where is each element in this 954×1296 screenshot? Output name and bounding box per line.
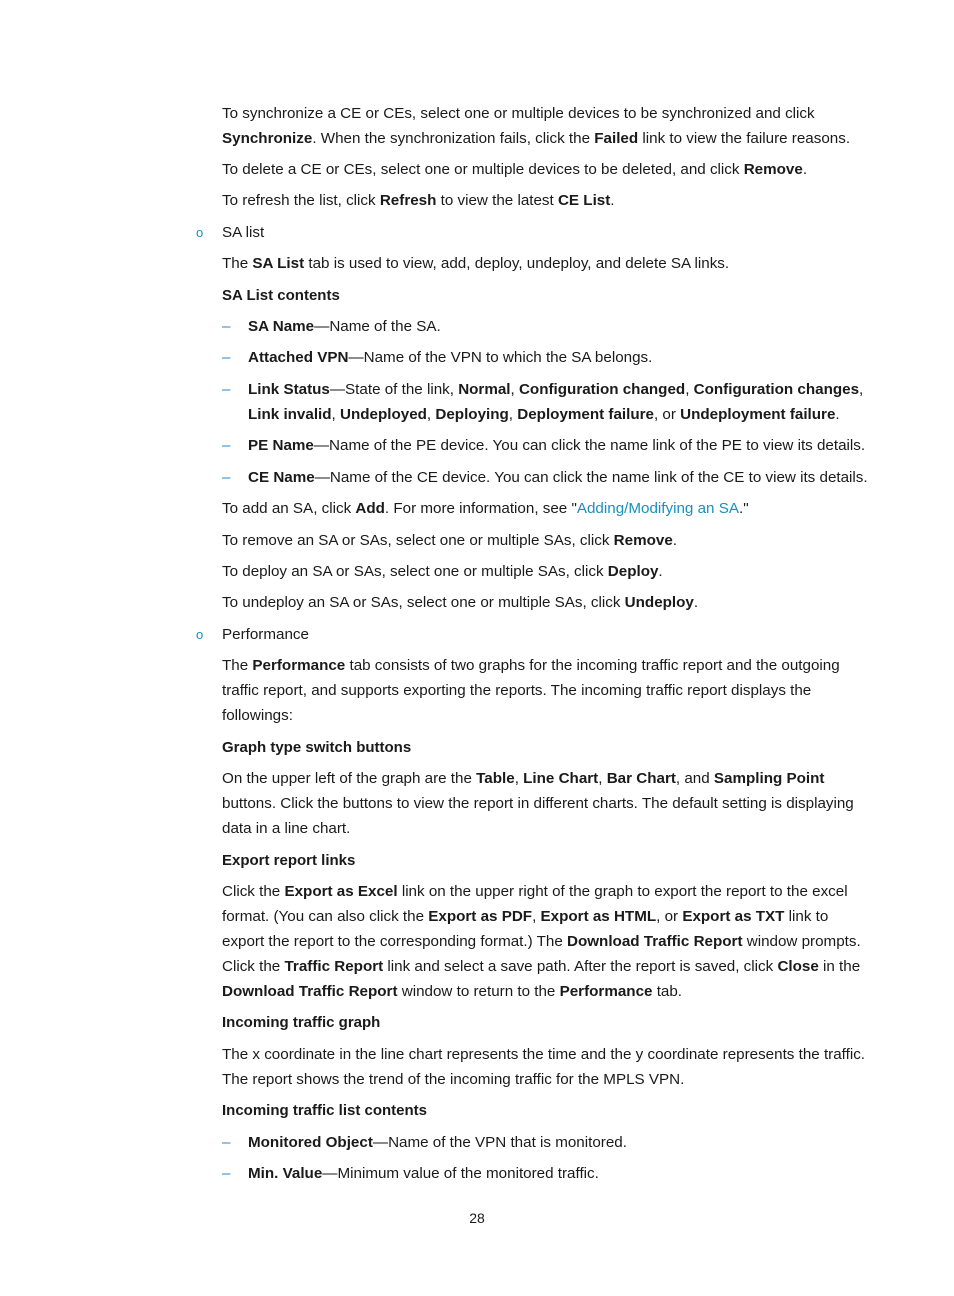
paragraph-remove-sa: To remove an SA or SAs, select one or multiple SAs, click Remove. (222, 532, 677, 549)
performance-heading: Performance (222, 626, 309, 643)
paragraph-incoming-graph: The x coordinate in the line chart represents the time and the y coordinate represents the traffic. The report shows the trend of the incoming traffic for the MPLS VPN. (222, 1046, 866, 1088)
graph-type-switch-heading: Graph type switch buttons (222, 739, 412, 756)
paragraph-export: Click the Export as Excel link on the upper right of the graph to export the report to the excel format. (You can also click the Export as PDF, Export as HTML, or Export as TXT link to export the report to the corresponding format.) The Download Traffic Report window prompts. Click the Traffic Report link and select a save path. After the report is saved, click Close in the Download Traffic Report window to return to the Performance tab. (222, 883, 861, 1000)
incoming-traffic-graph-heading: Incoming traffic graph (222, 1014, 381, 1031)
paragraph-delete: To delete a CE or CEs, select one or multiple devices to be deleted, and click Remove. (222, 161, 808, 178)
dash-bullet-icon: – (222, 469, 231, 486)
list-item: Monitored Object—Name of the VPN that is monitored. (248, 1134, 627, 1151)
paragraph-performance: The Performance tab consists of two graphs for the incoming traffic report and the outgoing traffic report, and supports exporting the reports. The incoming traffic report displays the followings: (222, 657, 840, 724)
sa-list-heading: SA list (222, 224, 265, 241)
paragraph-graph-switch: On the upper left of the graph are the Table, Line Chart, Bar Chart, and Sampling Point buttons. Click the buttons to view the report in different charts. The default setting is displaying data in a line chart. (222, 770, 854, 837)
paragraph-synchronize: To synchronize a CE or CEs, select one or multiple devices to be synchronized and click Synchronize. When the synchronization fails, click the Failed link to view the failure reasons. (222, 105, 851, 147)
incoming-traffic-list-heading: Incoming traffic list contents (222, 1102, 428, 1119)
list-item: PE Name—Name of the PE device. You can click the name link of the PE to view its details. (248, 437, 866, 454)
sa-list-contents-heading: SA List contents (222, 287, 340, 304)
paragraph-undeploy-sa: To undeploy an SA or SAs, select one or multiple SAs, click Undeploy. (222, 594, 699, 611)
page-number: 28 (469, 1210, 485, 1226)
dash-bullet-icon: – (222, 381, 231, 398)
dash-bullet-icon: – (222, 1134, 231, 1151)
dash-bullet-icon: – (222, 1165, 231, 1182)
list-item: Attached VPN—Name of the VPN to which the SA belongs. (248, 349, 653, 366)
dash-bullet-icon: – (222, 437, 231, 454)
list-item: Min. Value—Minimum value of the monitored traffic. (248, 1165, 599, 1182)
adding-modifying-sa-link[interactable]: Adding/Modifying an SA (576, 500, 739, 517)
export-report-heading: Export report links (222, 852, 356, 869)
list-item: SA Name—Name of the SA. (248, 318, 441, 335)
list-item: Link Status—State of the link, Normal, Configuration changed, Configuration changes, Link invalid, Undeployed, Deploying, Deployment failure, or Undeployment failure. (248, 381, 864, 423)
circle-bullet-icon: o (196, 627, 204, 642)
circle-bullet-icon: o (196, 225, 204, 240)
dash-bullet-icon: – (222, 318, 231, 335)
paragraph-deploy-sa: To deploy an SA or SAs, select one or multiple SAs, click Deploy. (222, 563, 663, 580)
dash-bullet-icon: – (222, 349, 231, 366)
paragraph-add-sa: To add an SA, click Add. For more information, see "Adding/Modifying an SA." (222, 500, 749, 517)
paragraph-sa-list: The SA List tab is used to view, add, deploy, undeploy, and delete SA links. (222, 255, 730, 272)
paragraph-refresh: To refresh the list, click Refresh to view the latest CE List. (222, 192, 615, 209)
list-item: CE Name—Name of the CE device. You can click the name link of the CE to view its details. (248, 469, 868, 486)
